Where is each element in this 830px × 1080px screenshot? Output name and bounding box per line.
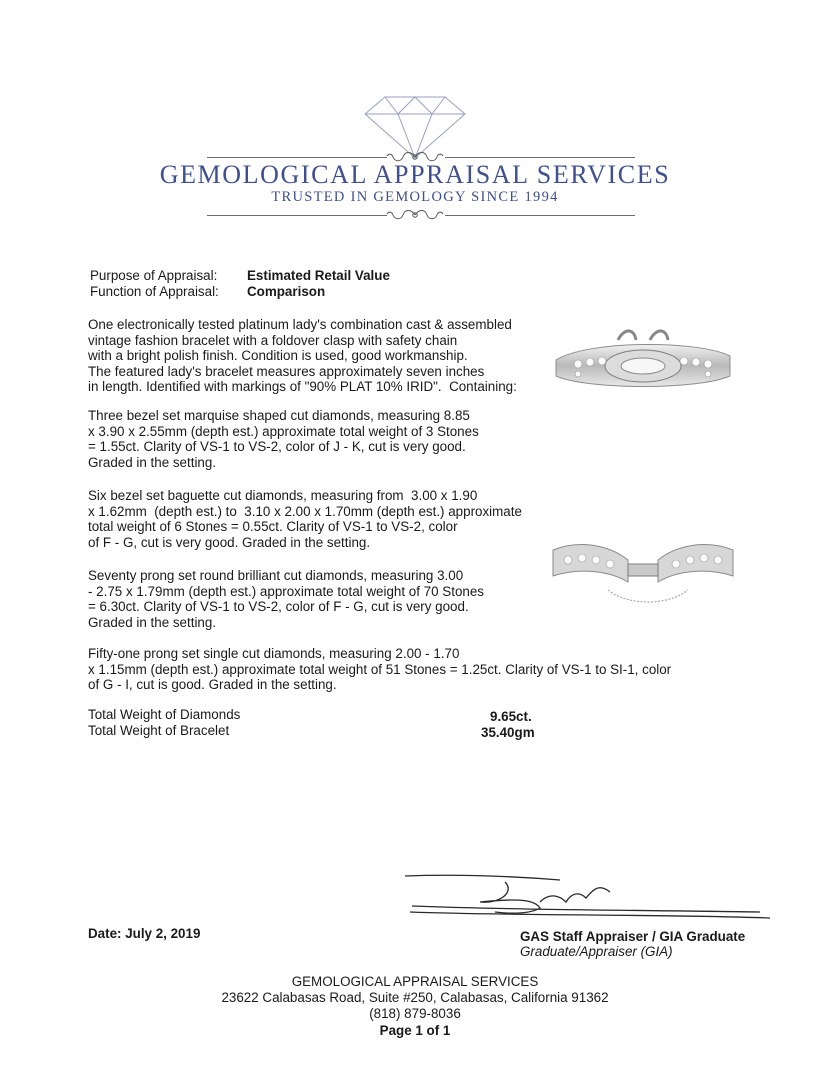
stone-description-marquise: Three bezel set marquise shaped cut diamonds, measuring 8.85 x 3.90 x 2.55mm (depth est.) approximate total weight of 3 Stones = 1.55ct. Clarity of VS-1 to VS-2, color of J - K, cut is very good. Graded in the setting. [88, 408, 479, 470]
appraisal-date: Date: July 2, 2019 [88, 926, 201, 941]
page-number: Page 1 of 1 [379, 1023, 451, 1038]
stone-description-baguette: Six bezel set baguette cut diamonds, measuring from 3.00 x 1.90 x 1.62mm (depth est.) to 3.10 x 2.00 x 1.70mm (depth est.) approximate total weight of 6 Stones = 0.55ct. Clarity of VS-1 to VS-2, color of F - G, cut is very good. Graded in the setting. [88, 488, 522, 550]
header-rule-top-right [445, 157, 635, 158]
appraiser-subtitle: Graduate/Appraiser (GIA) [520, 944, 673, 959]
total-bracelet-value: 35.40gm [481, 725, 535, 740]
function-label: Function of Appraisal: [90, 284, 219, 299]
footer-address: 23622 Calabasas Road, Suite #250, Calabasas, California 91362 [221, 990, 609, 1005]
scroll-flourish-icon [385, 206, 445, 224]
stone-description-round-brilliant: Seventy prong set round brilliant cut diamonds, measuring 3.00 - 2.75 x 1.79mm (depth est.) approximate total weight of 70 Stones = 6.30ct. Clarity of VS-1 to VS-2, color of F - G, cut is very good. Graded in the setting. [88, 568, 484, 630]
function-value: Comparison [247, 284, 326, 299]
total-diamonds-label: Total Weight of Diamonds [88, 707, 241, 722]
handwritten-signature [400, 862, 780, 922]
brand-name: GEMOLOGICAL APPRAISAL SERVICES [159, 160, 671, 189]
description-intro: One electronically tested platinum lady's combination cast & assembled vintage fashion bracelet with a foldover clasp with safety chain with a bright polish finish. Condition is used, good workmanship. The featured lady's bracelet measures approximately seven inches in length. Identified with markings of "90% PLAT 10% IRID". Containing: [88, 317, 517, 395]
purpose-value: Estimated Retail Value [247, 268, 390, 283]
brand-tagline: TRUSTED IN GEMOLOGY SINCE 1994 [271, 189, 559, 205]
header-rule-bottom-right [445, 215, 635, 216]
footer-phone: (818) 879-8036 [369, 1006, 461, 1021]
total-bracelet-label: Total Weight of Bracelet [88, 723, 230, 738]
stone-description-single-cut: Fifty-one prong set single cut diamonds, measuring 2.00 - 1.70 x 1.15mm (depth est.) approximate total weight of 51 Stones = 1.25ct. Clarity of VS-1 to SI-1, color of G - I, cut is good. Graded in the setting. [88, 646, 672, 693]
bracelet-photo-top [548, 318, 738, 408]
bracelet-photo-clasp [548, 520, 738, 620]
header-rule-bottom-left [207, 215, 387, 216]
total-diamonds-value: 9.65ct. [490, 709, 532, 724]
appraiser-title: GAS Staff Appraiser / GIA Graduate [520, 929, 746, 944]
footer-company: GEMOLOGICAL APPRAISAL SERVICES [291, 974, 539, 989]
header-rule-top-left [207, 157, 387, 158]
purpose-label: Purpose of Appraisal: [90, 268, 218, 283]
